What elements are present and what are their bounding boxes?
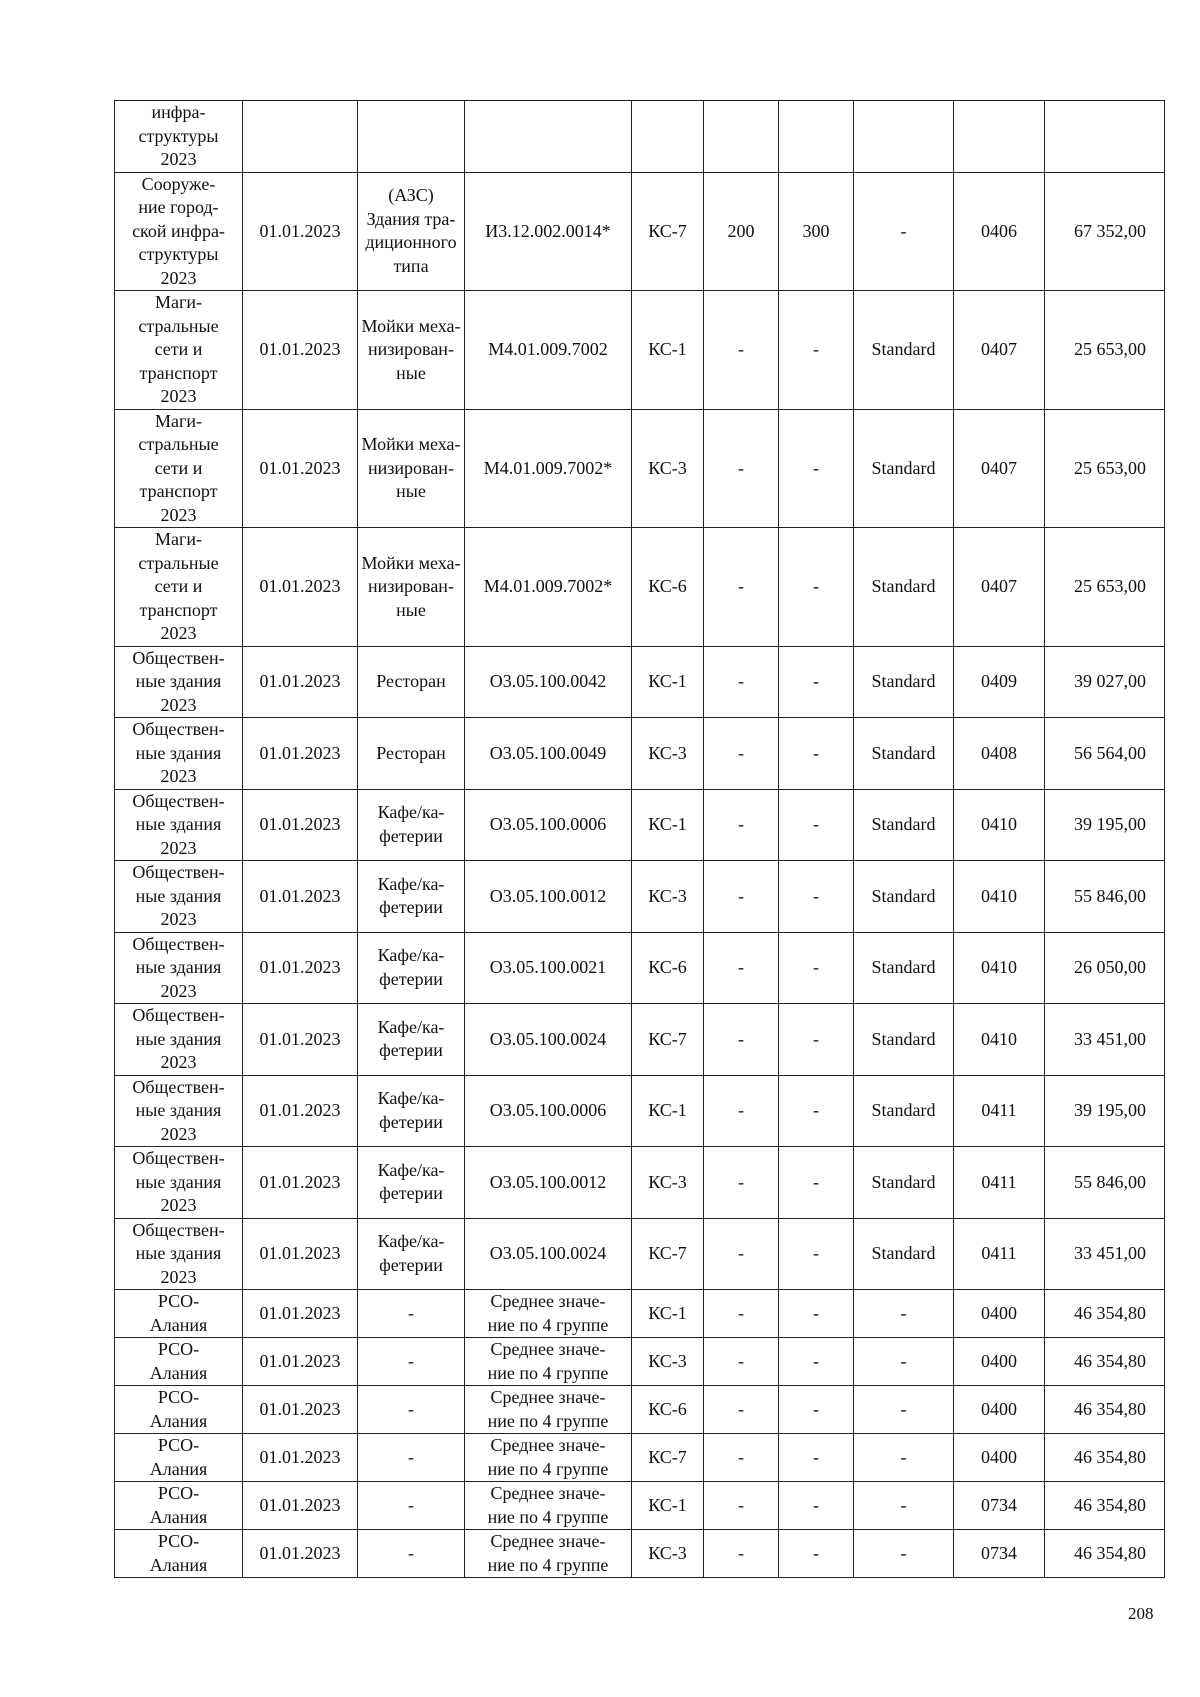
- cell-param-1: -: [704, 291, 779, 410]
- cell-category: Обществен- ные здания 2023: [115, 1147, 243, 1219]
- cell-object-type: -: [358, 1290, 465, 1338]
- cell-category: Обществен- ные здания 2023: [115, 789, 243, 861]
- cell-category: РСО- Алания: [115, 1530, 243, 1578]
- table-row: [115, 528, 1165, 647]
- cell-param-2: -: [779, 1218, 854, 1290]
- cell-param-1: -: [704, 1004, 779, 1076]
- table-row: [115, 789, 1165, 861]
- cell-object-type: (АЗС) Здания тра- диционного типа: [358, 172, 465, 291]
- cell-price: 39 195,00: [1045, 789, 1165, 861]
- cell-price: 46 354,80: [1045, 1290, 1165, 1338]
- cell-level: Standard: [854, 1004, 954, 1076]
- cell-class: КС-1: [632, 1290, 704, 1338]
- cell-price: 55 846,00: [1045, 1147, 1165, 1219]
- cell-code: О3.05.100.0042: [465, 646, 632, 718]
- table-row: [115, 409, 1165, 528]
- cell-category: Маги- стральные сети и транспорт 2023: [115, 528, 243, 647]
- cell-price: 46 354,80: [1045, 1338, 1165, 1386]
- cell-category: РСО- Алания: [115, 1338, 243, 1386]
- cell-date: 01.01.2023: [243, 789, 358, 861]
- cell-param-2: -: [779, 1338, 854, 1386]
- table-row: [115, 291, 1165, 410]
- cell-date: 01.01.2023: [243, 1338, 358, 1386]
- table-row: [115, 1004, 1165, 1076]
- table-row: [115, 1147, 1165, 1219]
- cell-param-1: -: [704, 789, 779, 861]
- cell-code: О3.05.100.0006: [465, 1075, 632, 1147]
- document-page: [114, 100, 1164, 1578]
- cell-category: РСО- Алания: [115, 1386, 243, 1434]
- cell-code: М4.01.009.7002*: [465, 528, 632, 647]
- cell-region-code: 0410: [954, 861, 1045, 933]
- cell-category: Маги- стральные сети и транспорт 2023: [115, 291, 243, 410]
- cell-class: КС-7: [632, 1218, 704, 1290]
- cell-category: РСО- Алания: [115, 1482, 243, 1530]
- cell-class: КС-3: [632, 409, 704, 528]
- cell-param-1: -: [704, 1218, 779, 1290]
- cell-date: 01.01.2023: [243, 1290, 358, 1338]
- cell-code: О3.05.100.0006: [465, 789, 632, 861]
- cell-date: 01.01.2023: [243, 528, 358, 647]
- cell-class: КС-7: [632, 1434, 704, 1482]
- cell-price: 46 354,80: [1045, 1530, 1165, 1578]
- cell-level: -: [854, 1386, 954, 1434]
- table-row: [115, 1386, 1165, 1434]
- cell-code: М4.01.009.7002*: [465, 409, 632, 528]
- cell-date: 01.01.2023: [243, 1386, 358, 1434]
- cell-date: 01.01.2023: [243, 1004, 358, 1076]
- cell-param-2: -: [779, 1004, 854, 1076]
- cell-region-code: 0734: [954, 1530, 1045, 1578]
- cell-object-type: [358, 101, 465, 173]
- cell-param-2: -: [779, 646, 854, 718]
- cell-region-code: 0411: [954, 1147, 1045, 1219]
- cell-date: 01.01.2023: [243, 172, 358, 291]
- cell-level: Standard: [854, 861, 954, 933]
- cell-object-type: Кафе/ка- фетерии: [358, 932, 465, 1004]
- cell-level: Standard: [854, 1147, 954, 1219]
- cell-date: 01.01.2023: [243, 646, 358, 718]
- cell-level: -: [854, 1338, 954, 1386]
- cell-level: [854, 101, 954, 173]
- cell-code: О3.05.100.0024: [465, 1004, 632, 1076]
- cell-date: [243, 101, 358, 173]
- cell-region-code: [954, 101, 1045, 173]
- cell-param-1: 200: [704, 172, 779, 291]
- cell-object-type: Мойки меха- низирован- ные: [358, 528, 465, 647]
- cell-object-type: Кафе/ка- фетерии: [358, 1218, 465, 1290]
- page-number: 208: [1128, 1604, 1154, 1623]
- cell-object-type: Кафе/ка- фетерии: [358, 1147, 465, 1219]
- cell-class: КС-6: [632, 932, 704, 1004]
- table-row: [115, 1530, 1165, 1578]
- cell-class: КС-7: [632, 1004, 704, 1076]
- cell-class: КС-7: [632, 172, 704, 291]
- cell-level: Standard: [854, 718, 954, 790]
- cell-price: 25 653,00: [1045, 528, 1165, 647]
- cell-price: 46 354,80: [1045, 1482, 1165, 1530]
- cell-class: КС-1: [632, 646, 704, 718]
- cell-param-2: -: [779, 1290, 854, 1338]
- cell-class: КС-6: [632, 528, 704, 647]
- table-row: [115, 1338, 1165, 1386]
- cell-date: 01.01.2023: [243, 1147, 358, 1219]
- cell-param-1: -: [704, 409, 779, 528]
- cell-region-code: 0411: [954, 1218, 1045, 1290]
- cell-date: 01.01.2023: [243, 1482, 358, 1530]
- cell-price: 56 564,00: [1045, 718, 1165, 790]
- cell-price: 46 354,80: [1045, 1434, 1165, 1482]
- cell-level: -: [854, 1482, 954, 1530]
- cell-level: Standard: [854, 1075, 954, 1147]
- cell-param-1: -: [704, 528, 779, 647]
- table-row: [115, 1290, 1165, 1338]
- cell-price: 39 027,00: [1045, 646, 1165, 718]
- cell-region-code: 0410: [954, 1004, 1045, 1076]
- cell-level: Standard: [854, 291, 954, 410]
- cell-param-1: -: [704, 646, 779, 718]
- cell-code: [465, 101, 632, 173]
- table-row: [115, 718, 1165, 790]
- cell-class: КС-1: [632, 1075, 704, 1147]
- cell-object-type: Кафе/ка- фетерии: [358, 789, 465, 861]
- cell-code: О3.05.100.0049: [465, 718, 632, 790]
- cell-region-code: 0400: [954, 1338, 1045, 1386]
- cell-code: Среднее значе- ние по 4 группе: [465, 1290, 632, 1338]
- cell-param-2: -: [779, 291, 854, 410]
- cell-object-type: Мойки меха- низирован- ные: [358, 409, 465, 528]
- cell-object-type: -: [358, 1434, 465, 1482]
- cell-object-type: Кафе/ка- фетерии: [358, 1075, 465, 1147]
- cell-category: Обществен- ные здания 2023: [115, 646, 243, 718]
- cell-param-2: -: [779, 718, 854, 790]
- cell-param-1: -: [704, 861, 779, 933]
- cell-date: 01.01.2023: [243, 1075, 358, 1147]
- cell-object-type: Ресторан: [358, 718, 465, 790]
- cell-object-type: Кафе/ка- фетерии: [358, 1004, 465, 1076]
- cell-level: -: [854, 1530, 954, 1578]
- cell-param-1: -: [704, 1147, 779, 1219]
- cell-region-code: 0410: [954, 932, 1045, 1004]
- cell-price: 67 352,00: [1045, 172, 1165, 291]
- cell-category: Обществен- ные здания 2023: [115, 1004, 243, 1076]
- cell-class: КС-1: [632, 291, 704, 410]
- cell-code: М4.01.009.7002: [465, 291, 632, 410]
- cell-code: О3.05.100.0012: [465, 861, 632, 933]
- cell-code: Среднее значе- ние по 4 группе: [465, 1338, 632, 1386]
- cell-category: Обществен- ные здания 2023: [115, 718, 243, 790]
- cell-code: Среднее значе- ние по 4 группе: [465, 1530, 632, 1578]
- cell-price: 25 653,00: [1045, 409, 1165, 528]
- cell-region-code: 0400: [954, 1386, 1045, 1434]
- cell-code: Среднее значе- ние по 4 группе: [465, 1482, 632, 1530]
- cell-param-2: [779, 101, 854, 173]
- cell-class: КС-1: [632, 1482, 704, 1530]
- table-row: [115, 861, 1165, 933]
- cell-price: 39 195,00: [1045, 1075, 1165, 1147]
- cell-date: 01.01.2023: [243, 409, 358, 528]
- cell-code: О3.05.100.0012: [465, 1147, 632, 1219]
- cell-param-1: -: [704, 1075, 779, 1147]
- cell-class: КС-3: [632, 861, 704, 933]
- cell-date: 01.01.2023: [243, 1530, 358, 1578]
- cell-param-1: -: [704, 1290, 779, 1338]
- cell-category: Маги- стральные сети и транспорт 2023: [115, 409, 243, 528]
- cell-param-1: [704, 101, 779, 173]
- cell-object-type: -: [358, 1530, 465, 1578]
- table-row: [115, 172, 1165, 291]
- cell-region-code: 0400: [954, 1434, 1045, 1482]
- cell-level: Standard: [854, 932, 954, 1004]
- cell-object-type: -: [358, 1386, 465, 1434]
- cell-category: Обществен- ные здания 2023: [115, 1218, 243, 1290]
- cell-class: КС-3: [632, 718, 704, 790]
- cell-param-2: -: [779, 1386, 854, 1434]
- cell-category: Обществен- ные здания 2023: [115, 932, 243, 1004]
- cell-param-1: -: [704, 1338, 779, 1386]
- cell-object-type: -: [358, 1482, 465, 1530]
- cell-param-1: -: [704, 718, 779, 790]
- cell-param-1: -: [704, 932, 779, 1004]
- cell-price: 46 354,80: [1045, 1386, 1165, 1434]
- cell-category: инфра- структуры 2023: [115, 101, 243, 173]
- cell-code: Среднее значе- ние по 4 группе: [465, 1386, 632, 1434]
- cell-price: [1045, 101, 1165, 173]
- table-row: [115, 1218, 1165, 1290]
- cell-region-code: 0407: [954, 291, 1045, 410]
- cell-class: КС-3: [632, 1338, 704, 1386]
- cell-param-2: -: [779, 1147, 854, 1219]
- cell-class: КС-3: [632, 1530, 704, 1578]
- cell-param-1: -: [704, 1386, 779, 1434]
- cell-object-type: Кафе/ка- фетерии: [358, 861, 465, 933]
- table-row: [115, 646, 1165, 718]
- cell-param-1: -: [704, 1482, 779, 1530]
- table-row: [115, 1482, 1165, 1530]
- cell-param-2: -: [779, 1075, 854, 1147]
- cell-date: 01.01.2023: [243, 718, 358, 790]
- cell-param-2: -: [779, 528, 854, 647]
- cell-level: Standard: [854, 1218, 954, 1290]
- table-row: [115, 932, 1165, 1004]
- cell-date: 01.01.2023: [243, 932, 358, 1004]
- cell-level: Standard: [854, 409, 954, 528]
- cell-region-code: 0410: [954, 789, 1045, 861]
- cell-category: РСО- Алания: [115, 1290, 243, 1338]
- cell-object-type: Мойки меха- низирован- ные: [358, 291, 465, 410]
- cell-code: О3.05.100.0021: [465, 932, 632, 1004]
- cell-object-type: Ресторан: [358, 646, 465, 718]
- table-row: [115, 1434, 1165, 1482]
- cell-price: 55 846,00: [1045, 861, 1165, 933]
- data-table: [114, 100, 1165, 1578]
- cell-param-2: -: [779, 932, 854, 1004]
- cell-param-1: -: [704, 1530, 779, 1578]
- cell-region-code: 0400: [954, 1290, 1045, 1338]
- cell-region-code: 0406: [954, 172, 1045, 291]
- cell-region-code: 0407: [954, 528, 1045, 647]
- cell-param-2: -: [779, 409, 854, 528]
- cell-param-1: -: [704, 1434, 779, 1482]
- cell-date: 01.01.2023: [243, 861, 358, 933]
- cell-region-code: 0407: [954, 409, 1045, 528]
- cell-price: 25 653,00: [1045, 291, 1165, 410]
- cell-category: Сооруже- ние город- ской инфра- структуры 2023: [115, 172, 243, 291]
- cell-region-code: 0408: [954, 718, 1045, 790]
- cell-date: 01.01.2023: [243, 1218, 358, 1290]
- cell-price: 26 050,00: [1045, 932, 1165, 1004]
- cell-category: Обществен- ные здания 2023: [115, 1075, 243, 1147]
- cell-param-2: -: [779, 1530, 854, 1578]
- cell-param-2: -: [779, 1482, 854, 1530]
- cell-level: Standard: [854, 528, 954, 647]
- cell-class: КС-3: [632, 1147, 704, 1219]
- cell-price: 33 451,00: [1045, 1004, 1165, 1076]
- cell-category: Обществен- ные здания 2023: [115, 861, 243, 933]
- cell-level: -: [854, 172, 954, 291]
- cell-object-type: -: [358, 1338, 465, 1386]
- cell-level: -: [854, 1290, 954, 1338]
- cell-level: Standard: [854, 789, 954, 861]
- cell-class: КС-1: [632, 789, 704, 861]
- cell-code: Среднее значе- ние по 4 группе: [465, 1434, 632, 1482]
- cell-region-code: 0409: [954, 646, 1045, 718]
- cell-level: -: [854, 1434, 954, 1482]
- cell-param-2: -: [779, 789, 854, 861]
- cell-class: КС-6: [632, 1386, 704, 1434]
- table-row: [115, 101, 1165, 173]
- cell-price: 33 451,00: [1045, 1218, 1165, 1290]
- table-row: [115, 1075, 1165, 1147]
- cell-param-2: -: [779, 861, 854, 933]
- cell-code: И3.12.002.0014*: [465, 172, 632, 291]
- cell-region-code: 0411: [954, 1075, 1045, 1147]
- cell-class: [632, 101, 704, 173]
- cell-param-2: 300: [779, 172, 854, 291]
- cell-category: РСО- Алания: [115, 1434, 243, 1482]
- cell-date: 01.01.2023: [243, 1434, 358, 1482]
- cell-region-code: 0734: [954, 1482, 1045, 1530]
- cell-date: 01.01.2023: [243, 291, 358, 410]
- cell-param-2: -: [779, 1434, 854, 1482]
- cell-code: О3.05.100.0024: [465, 1218, 632, 1290]
- cell-level: Standard: [854, 646, 954, 718]
